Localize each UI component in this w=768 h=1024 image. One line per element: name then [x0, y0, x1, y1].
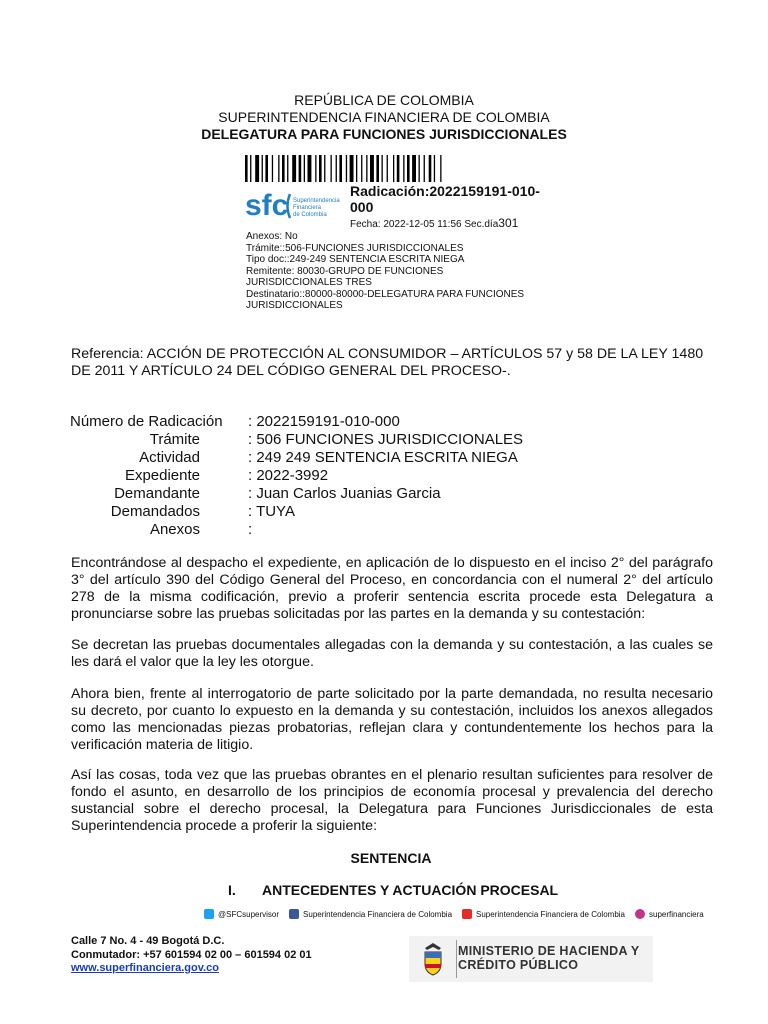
field-value-actividad: : 249 249 SENTENCIA ESCRITA NIEGA — [248, 449, 518, 466]
radicacion-stamp — [350, 183, 550, 215]
sfc-logo-text: sfc — [245, 189, 289, 222]
field-label-demandante: Demandante — [114, 485, 200, 502]
sfc-logo-sub-2: Financiera — [293, 205, 322, 211]
field-value-demandados: : TUYA — [248, 503, 295, 520]
header-superintendencia: SUPERINTENDENCIA FINANCIERA DE COLOMBIA — [218, 109, 550, 125]
field-label-tramite: Trámite — [149, 431, 200, 448]
section-title: ANTECEDENTES Y ACTUACIÓN PROCESAL — [262, 882, 559, 898]
footer-phone: Conmutador: +57 601594 02 00 – 601594 02 01 — [71, 948, 312, 961]
social-youtube-label[interactable]: Superintendencia Financiera de Colombia — [476, 909, 625, 919]
meta-line: JURISDICCIONALES TRES — [246, 277, 372, 288]
referencia: Referencia: ACCIÓN DE PROTECCIÓN AL CONSUMIDOR – ARTÍCULOS 57 y 58 DE LA LEY 1480 DE 2011 Y ARTÍCULO 24 DEL CÓDIGO GENERAL DEL PROCESO-. — [71, 346, 704, 379]
radicacion-line1: Radicación:2022159191-010- — [350, 183, 540, 199]
header-republic: REPÚBLICA DE COLOMBIA — [294, 92, 474, 108]
section-number: I. — [228, 882, 236, 898]
meta-line: Anexos: No — [246, 231, 298, 242]
sec-dia: 301 — [498, 216, 519, 230]
ministry-line1: MINISTERIO DE HACIENDA Y — [458, 944, 640, 958]
instagram-icon — [635, 909, 645, 919]
footer-address: Calle 7 No. 4 - 49 Bogotá D.C. — [71, 935, 225, 947]
footer-address-block — [71, 935, 312, 976]
field-label-radicacion: Número de Radicación — [70, 413, 223, 430]
field-label-anexos: Anexos — [149, 521, 200, 538]
footer-website-link[interactable]: www.superfinanciera.gov.co — [71, 962, 219, 974]
paragraph: Encontrándose al despacho el expediente, en aplicación de lo dispuesto en el inciso 2° del parágrafo 3° del artículo 390 del Código General del Proceso, en concordancia con el numeral 2° del artículo 278 de la misma codificación, previo a proferir sentencia escrita procede esta Delegatura a pronunciarse sobre las pruebas solicitadas por las partes en la demanda y su contestación: — [71, 555, 713, 622]
stamp-fecha — [350, 216, 518, 230]
paragraph: Se decretan las pruebas documentales allegadas con la demanda y su contestación, a las cuales se les dará el valor que la ley les otorgue. — [71, 637, 713, 670]
stamp-meta — [246, 231, 566, 312]
field-label-actividad: Actividad — [139, 449, 200, 466]
social-facebook-label[interactable]: Superintendencia Financiera de Colombia — [303, 909, 453, 919]
field-value-radicacion: : 2022159191-010-000 — [248, 413, 400, 430]
field-value-tramite: : 506 FUNCIONES JURISDICCIONALES — [248, 431, 524, 448]
facebook-icon — [289, 909, 299, 919]
sfc-logo — [245, 188, 343, 224]
sentencia-title: SENTENCIA — [350, 850, 432, 866]
radicacion-line2: 000 — [350, 199, 374, 215]
ministry-divider — [456, 940, 457, 978]
social-twitter-label[interactable]: @SFCsupervisor — [218, 909, 280, 919]
meta-line: Trámite::506-FUNCIONES JURISDICCIONALES — [246, 242, 464, 254]
header-delegatura: DELEGATURA PARA FUNCIONES JURISDICCIONALES — [201, 126, 567, 142]
meta-line: Remitente: 80030-GRUPO DE FUNCIONES — [246, 265, 444, 277]
footer-social-links — [204, 909, 704, 919]
paragraph: Ahora bien, frente al interrogatorio de parte solicitado por la parte demandada, no resulta necesario su decreto, por cuanto lo expuesto en la demanda y su contestación, incluidos los anexos allegados como las mencionadas piezas probatorias, reflejan clara y contundentemente los hechos para la verificación materia de litigio. — [71, 686, 713, 753]
fecha-text: Fecha: 2022-12-05 11:56 Sec.día — [350, 219, 499, 230]
colombia-coat-of-arms-icon — [414, 940, 452, 978]
barcode — [245, 155, 541, 182]
meta-line: JURISDICCIONALES — [246, 300, 343, 311]
ministry-name — [458, 944, 640, 972]
sfc-logo-sub-3: de Colombia — [293, 212, 327, 218]
field-label-demandados: Demandados — [110, 503, 200, 520]
meta-line: Destinatario::80000-80000-DELEGATURA PARA FUNCIONES — [246, 288, 525, 300]
sfc-logo-sub-1: Superintendencia — [293, 198, 340, 204]
meta-line: Tipo doc::249-249 SENTENCIA ESCRITA NIEGA — [246, 254, 465, 265]
field-value-demandante: : Juan Carlos Juanias Garcia — [248, 485, 441, 502]
youtube-icon — [462, 909, 472, 919]
twitter-icon — [204, 909, 214, 919]
field-label-expediente: Expediente — [124, 467, 200, 484]
ministry-line2: CRÉDITO PÚBLICO — [458, 958, 579, 972]
social-instagram-label[interactable]: superfinanciera — [649, 909, 704, 919]
paragraph: Así las cosas, toda vez que las pruebas obrantes en el plenario resultan suficientes para resolver de fondo el asunto, en desarrollo de los principios de economía procesal y prevalencia del derecho sustancial sobre el derecho procesal, la Delegatura para Funciones Jurisdiccionales de esta Superintendencia procede a proferir la siguiente: — [71, 767, 713, 834]
field-value-expediente: : 2022-3992 — [248, 467, 329, 484]
field-value-anexos: : — [248, 521, 253, 538]
